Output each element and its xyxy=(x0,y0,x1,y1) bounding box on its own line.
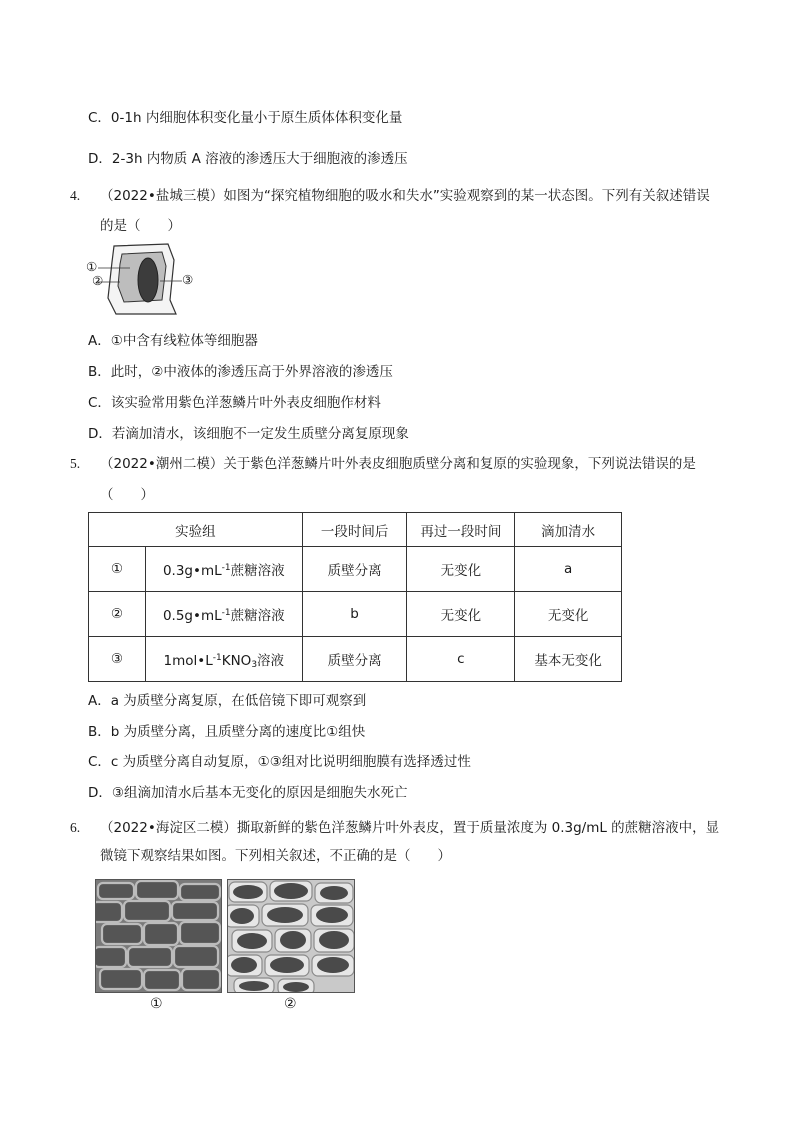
q4-cell-figure xyxy=(86,240,196,318)
q5-option-d: D．③组滴加清水后基本无变化的原因是细胞失水死亡 xyxy=(88,785,408,801)
row-after-more-time: 无变化 xyxy=(407,547,515,592)
row-add-water: a xyxy=(515,547,622,592)
table-row xyxy=(89,637,622,682)
micrograph-1-image xyxy=(95,879,222,993)
q3-option-c: C．0-1h 内细胞体积变化量小于原生质体体积变化量 xyxy=(88,110,403,126)
header-after-more-time: 再过一段时间 xyxy=(407,513,515,547)
q4-figure-label-1: ① xyxy=(86,259,98,274)
q5-stem-line1: （2022•潮州二模）关于紫色洋葱鳞片叶外表皮细胞质壁分离和复原的实验现象，下列说法错误的是 xyxy=(100,456,696,472)
q6-stem-line1: （2022•海淀区二模）撕取新鲜的紫色洋葱鳞片叶外表皮，置于质量浓度为 0.3g/mL 的蔗糖溶液中，显 xyxy=(100,820,720,836)
row-after-time: b xyxy=(302,592,407,637)
table-row xyxy=(89,547,622,592)
q5-option-c: C．c 为质壁分离自动复原，①③组对比说明细胞膜有选择透过性 xyxy=(88,754,471,770)
row-after-more-time: c xyxy=(407,637,515,682)
header-group: 实验组 xyxy=(89,513,303,547)
header-add-water: 滴加清水 xyxy=(515,513,622,547)
header-after-time: 一段时间后 xyxy=(302,513,407,547)
row-solution: $1mol•L^{-1}KNO_3$溶液 xyxy=(145,637,302,682)
table-header-row xyxy=(89,513,622,547)
row-id: ② xyxy=(89,592,146,637)
row-solution: $0.3g•mL^{-1}$蔗糖溶液 xyxy=(145,547,302,592)
q3-option-d: D．2-3h 内物质 A 溶液的渗透压大于细胞液的渗透压 xyxy=(88,151,408,167)
q5-experiment-table xyxy=(88,512,622,682)
q5-stem-line2: （ ） xyxy=(100,487,154,503)
micrograph-2-image xyxy=(227,879,355,993)
q6-stem-line2: 微镜下观察结果如图。下列相关叙述，不正确的是（ ） xyxy=(100,848,451,864)
q4-option-a: A．①中含有线粒体等细胞器 xyxy=(88,333,258,349)
q4-option-c: C．该实验常用紫色洋葱鳞片叶外表皮细胞作材料 xyxy=(88,395,381,411)
q4-number: 4. xyxy=(70,188,81,203)
row-add-water: 无变化 xyxy=(515,592,622,637)
q5-number: 5. xyxy=(70,456,81,471)
row-after-time: 质壁分离 xyxy=(302,547,407,592)
q6-number: 6. xyxy=(70,820,81,835)
micrograph-1-caption: ① xyxy=(150,996,163,1012)
row-add-water: 基本无变化 xyxy=(515,637,622,682)
q4-option-d: D．若滴加清水，该细胞不一定发生质壁分离复原现象 xyxy=(88,426,409,442)
micrograph-2-caption: ② xyxy=(284,996,297,1012)
q5-option-b: B．b 为质壁分离，且质壁分离的速度比①组快 xyxy=(88,724,366,740)
row-solution: $0.5g•mL^{-1}$蔗糖溶液 xyxy=(145,592,302,637)
q4-option-b: B．此时，②中液体的渗透压高于外界溶液的渗透压 xyxy=(88,364,393,380)
row-id: ① xyxy=(89,547,146,592)
row-id: ③ xyxy=(89,637,146,682)
row-after-more-time: 无变化 xyxy=(407,592,515,637)
q5-option-a: A．a 为质壁分离复原，在低倍镜下即可观察到 xyxy=(88,693,367,709)
q4-figure-label-2: ② xyxy=(92,273,104,288)
q4-stem-line2: 的是（ ） xyxy=(100,218,181,234)
q4-stem-line1: （2022•盐城三模）如图为“探究植物细胞的吸水和失水”实验观察到的某一状态图。下列有关叙述错误 xyxy=(100,188,710,204)
table-row xyxy=(89,592,622,637)
q4-figure-label-3: ③ xyxy=(182,272,194,287)
row-after-time: 质壁分离 xyxy=(302,637,407,682)
